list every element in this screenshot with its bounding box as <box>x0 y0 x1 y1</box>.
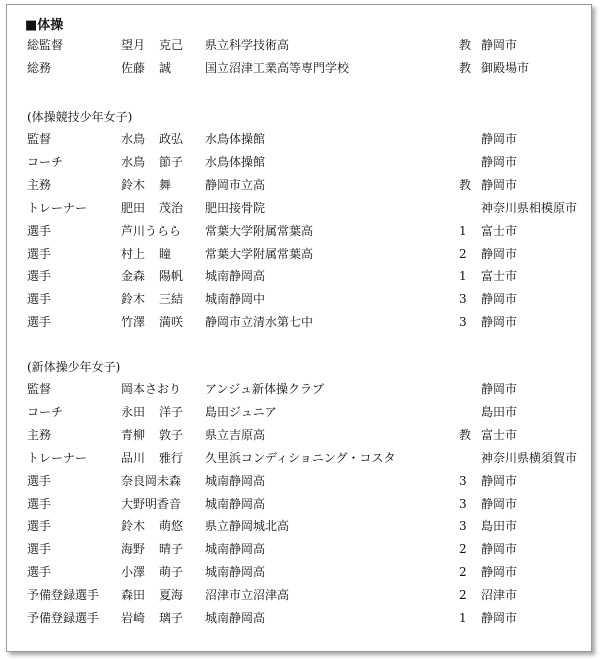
family-cell: 肥田 <box>121 200 146 215</box>
grade-cell: 3 <box>459 473 467 488</box>
grade-cell: 1 <box>459 269 467 284</box>
school-cell: 県立静岡城北高 <box>205 519 290 534</box>
city-cell: 富士市 <box>481 427 518 442</box>
table-row <box>7 289 591 309</box>
table-row <box>7 516 591 536</box>
grade-cell: 3 <box>459 292 467 307</box>
given-cell: 政弘 <box>159 132 184 146</box>
table-row <box>7 402 591 422</box>
given-cell: 晴子 <box>159 542 184 557</box>
school-cell: 城南静岡中 <box>205 292 266 307</box>
city-cell: 静岡市 <box>481 565 518 580</box>
city-cell: 静岡市 <box>481 154 518 169</box>
city-cell: 静岡市 <box>481 473 518 488</box>
grade-cell: 3 <box>459 496 467 511</box>
family-cell: 水鳥 <box>121 132 146 146</box>
role-cell: トレーナー <box>27 200 88 215</box>
family-cell: 竹澤 <box>121 315 146 330</box>
family-cell: 村上 <box>121 246 146 261</box>
role-cell: 選手 <box>27 519 52 534</box>
section-heading: (新体操少年女子) <box>27 360 121 374</box>
school-cell: 沼津市立沼津高 <box>205 588 290 603</box>
school-cell: 城南静岡高 <box>205 542 266 557</box>
grade-cell: 2 <box>459 542 467 557</box>
family-cell: 金森 <box>121 269 146 284</box>
given-cell: 克己 <box>159 38 184 52</box>
school-cell: 久里浜コンディショニング・コスタ <box>205 450 396 465</box>
table-row <box>7 312 591 332</box>
given-cell: 敦子 <box>159 427 184 442</box>
city-cell: 静岡市 <box>481 246 518 261</box>
given-cell: 茂治 <box>159 200 184 215</box>
city-cell: 静岡市 <box>481 132 518 146</box>
given-cell: 瞳 <box>159 246 172 261</box>
role-cell: コーチ <box>27 154 64 169</box>
table-row <box>7 198 591 218</box>
city-cell: 沼津市 <box>481 588 518 603</box>
grade-cell: 2 <box>459 588 467 603</box>
given-cell: 陽帆 <box>159 269 184 284</box>
family-cell: 森田 <box>121 588 146 603</box>
family-cell: 鈴木 <box>121 177 146 192</box>
school-cell: 国立沼津工業高等専門学校 <box>205 60 350 75</box>
given-cell: 満咲 <box>159 315 184 330</box>
grade-cell: 1 <box>459 223 467 238</box>
grade-cell: 1 <box>459 611 467 625</box>
table-row <box>7 266 591 286</box>
school-cell: 城南静岡高 <box>205 496 266 511</box>
role-cell: 主務 <box>27 177 52 192</box>
family-cell: 海野 <box>121 542 146 557</box>
family-cell: 小澤 <box>121 565 146 580</box>
city-cell: 静岡市 <box>481 496 518 511</box>
city-cell: 静岡市 <box>481 292 518 307</box>
table-row <box>7 129 591 149</box>
grade-cell: 教 <box>459 427 472 442</box>
city-cell: 神奈川県横須賀市 <box>481 450 578 465</box>
table-row <box>7 448 591 468</box>
given-cell: 三結 <box>159 292 184 307</box>
table-row <box>7 244 591 264</box>
table-row <box>7 562 591 582</box>
family-cell: 水鳥 <box>121 154 146 169</box>
city-cell: 富士市 <box>481 223 518 238</box>
city-cell: 神奈川県相模原市 <box>481 200 578 215</box>
city-cell: 静岡市 <box>481 38 518 52</box>
table-row <box>7 471 591 491</box>
role-cell: 選手 <box>27 223 52 238</box>
family-cell: 望月 <box>121 38 146 52</box>
school-cell: 城南静岡高 <box>205 473 266 488</box>
city-cell: 富士市 <box>481 269 518 284</box>
school-cell: 島田ジュニア <box>205 404 277 419</box>
role-cell: 選手 <box>27 496 52 511</box>
role-cell: 選手 <box>27 542 52 557</box>
city-cell: 静岡市 <box>481 177 518 192</box>
given-cell: 雅行 <box>159 450 184 465</box>
role-cell: 監督 <box>27 132 52 146</box>
grade-cell: 3 <box>459 315 467 330</box>
school-cell: 静岡市立高 <box>205 177 266 192</box>
school-cell: 城南静岡高 <box>205 611 266 625</box>
given-cell: 璃子 <box>159 611 184 625</box>
grade-cell: 2 <box>459 565 467 580</box>
family-cell: 品川 <box>121 450 146 465</box>
given-cell: 洋子 <box>159 404 184 419</box>
table-row <box>7 539 591 559</box>
document-title: ■体操 <box>25 18 64 33</box>
school-cell: 常葉大学附属常葉高 <box>205 246 314 261</box>
section-heading: (体操競技少年女子) <box>27 110 133 124</box>
city-cell: 御殿場市 <box>481 60 530 75</box>
school-cell: アンジュ新体操クラブ <box>205 382 324 396</box>
document-page <box>6 4 592 652</box>
given-cell: 舞 <box>159 177 172 192</box>
school-cell: 県立科学技術高 <box>205 38 290 52</box>
family-cell: 永田 <box>121 404 146 419</box>
table-row <box>7 585 591 605</box>
family-cell: 芦川うらら <box>121 223 182 238</box>
role-cell: 予備登録選手 <box>27 611 100 625</box>
table-row <box>7 152 591 172</box>
given-cell: 萌悠 <box>159 519 184 534</box>
table-row <box>7 494 591 514</box>
school-cell: 県立吉原高 <box>205 427 266 442</box>
family-cell: 岩崎 <box>121 611 146 625</box>
given-cell: 節子 <box>159 154 184 169</box>
role-cell: 総務 <box>27 60 52 75</box>
table-row <box>7 58 591 78</box>
family-cell: 奈良岡未森 <box>121 473 182 488</box>
table-row <box>7 221 591 241</box>
family-cell: 鈴木 <box>121 292 146 307</box>
school-cell: 城南静岡高 <box>205 565 266 580</box>
city-cell: 島田市 <box>481 404 518 419</box>
school-cell: 常葉大学附属常葉高 <box>205 223 314 238</box>
role-cell: 選手 <box>27 269 52 284</box>
family-cell: 大野明香音 <box>121 496 182 511</box>
role-cell: 予備登録選手 <box>27 588 100 603</box>
school-cell: 静岡市立清水第七中 <box>205 315 314 330</box>
table-row <box>7 608 591 628</box>
family-cell: 岡本さおり <box>121 382 182 396</box>
table-row <box>7 175 591 195</box>
given-cell: 誠 <box>159 60 172 75</box>
family-cell: 佐藤 <box>121 60 146 75</box>
table-row <box>7 35 591 55</box>
grade-cell: 3 <box>459 519 467 534</box>
role-cell: 選手 <box>27 565 52 580</box>
school-cell: 水鳥体操館 <box>205 154 266 169</box>
city-cell: 静岡市 <box>481 382 518 396</box>
family-cell: 鈴木 <box>121 519 146 534</box>
grade-cell: 教 <box>459 38 472 52</box>
family-cell: 青柳 <box>121 427 146 442</box>
role-cell: トレーナー <box>27 450 88 465</box>
given-cell: 萌子 <box>159 565 184 580</box>
role-cell: 総監督 <box>27 38 64 52</box>
city-cell: 静岡市 <box>481 542 518 557</box>
role-cell: 選手 <box>27 473 52 488</box>
table-row <box>7 425 591 445</box>
table-row <box>7 379 591 399</box>
city-cell: 島田市 <box>481 519 518 534</box>
role-cell: 選手 <box>27 315 52 330</box>
role-cell: コーチ <box>27 404 64 419</box>
role-cell: 監督 <box>27 382 52 396</box>
role-cell: 選手 <box>27 246 52 261</box>
school-cell: 肥田接骨院 <box>205 200 266 215</box>
city-cell: 静岡市 <box>481 315 518 330</box>
city-cell: 静岡市 <box>481 611 518 625</box>
grade-cell: 2 <box>459 246 467 261</box>
role-cell: 選手 <box>27 292 52 307</box>
grade-cell: 教 <box>459 177 472 192</box>
grade-cell: 教 <box>459 60 472 75</box>
given-cell: 夏海 <box>159 588 184 603</box>
role-cell: 主務 <box>27 427 52 442</box>
school-cell: 水鳥体操館 <box>205 132 266 146</box>
school-cell: 城南静岡高 <box>205 269 266 284</box>
